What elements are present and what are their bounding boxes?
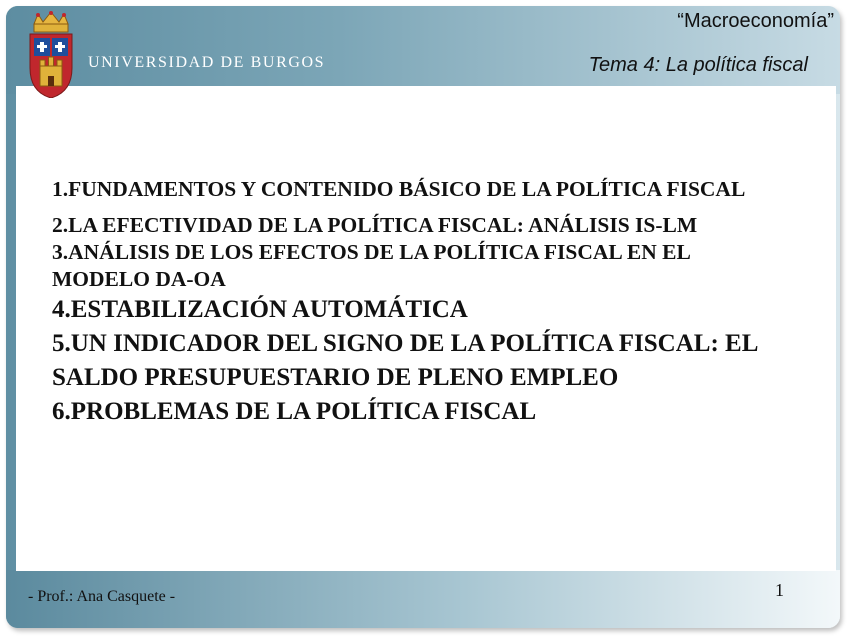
course-title: “Macroeconomía”: [677, 10, 834, 32]
table-of-contents: [52, 176, 792, 429]
author-credit: - Prof.: Ana Casquete -: [28, 588, 176, 605]
toc-item-6: 6.PROBLEMAS DE LA POLÍTICA FISCAL: [52, 398, 537, 425]
toc-item-2: 2.LA EFECTIVIDAD DE LA POLÍTICA FISCAL: ANÁLISIS IS-LM: [52, 213, 698, 237]
toc-item-4: 4.ESTABILIZACIÓN AUTOMÁTICA: [52, 296, 468, 323]
toc-item-1: 1.FUNDAMENTOS Y CONTENIDO BÁSICO DE LA POLÍTICA FISCAL: [52, 177, 746, 201]
toc-item-5: 5.UN INDICADOR DEL SIGNO DE LA POLÍTICA FISCAL: EL SALDO PRESUPUESTARIO DE PLENO EMPLEO: [52, 330, 758, 391]
toc-item-3: 3.ANÁLISIS DE LOS EFECTOS DE LA POLÍTICA FISCAL EN EL MODELO DA-OA: [52, 240, 690, 291]
university-crest-icon: [26, 10, 76, 98]
page-number: 1: [775, 580, 784, 600]
university-name: UNIVERSIDAD DE BURGOS: [88, 54, 326, 71]
topic-title: Tema 4: La política fiscal: [588, 54, 808, 76]
